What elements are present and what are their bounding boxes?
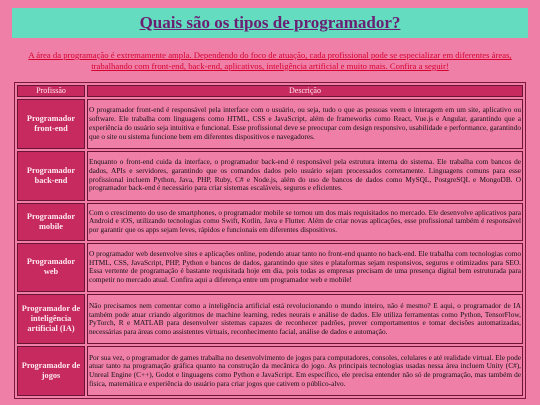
table-row (17, 294, 523, 344)
title-banner (12, 8, 528, 38)
table-row (17, 99, 523, 149)
description-cell: Por sua vez, o programador de games trabalha no desenvolvimento de jogos para computadores, consoles, celulares e até realidade virtual. Ele pode atuar tanto na programação gráfica quanto na construção da mecânica do jogo. As principais tecnologias usadas nessa área incluem Unity (C#), Unreal Engine (C++), Godot e linguagens como Python e JavaScript. Em específico, ele precisa entender não só de programação, mas também de física, matemática e experiência do usuário para criar jogos que cativem o público-alvo. (87, 346, 523, 396)
intro-link[interactable]: A área da programação é extremamente ampla. Dependendo do foco de atuação, cada profissional pode se especializar em diferentes áreas, trabalhando com front-end, back-end, aplicativos, inteligência artificial e muito mais. Confira a seguir! (28, 50, 512, 71)
table-header-row (17, 85, 523, 97)
table-row (17, 203, 523, 241)
header-profession: Profissão (17, 85, 85, 97)
description-cell: O programador front-end é responsável pela interface com o usuário, ou seja, tudo o que as pessoas veem e interagem em um site, aplicativo ou software. Ele trabalha com linguagens como HTML, CSS e JavaScript, além de frameworks como React, Vue.js e Angular, garantindo que a experiência do usuário seja intuitiva e funcional. Esse profissional deve se preocupar com design responsivo, usabilidade e performance, garantindo que o site ou sistema funcione bem em diferentes dispositivos e navegadores. (87, 99, 523, 149)
description-cell: Enquanto o front-end cuida da interface, o programador back-end é responsável pela estrutura interna do sistema. Ele trabalha com bancos de dados, APIs e servidores, garantindo que os comandos dados pelo usuário sejam processados corretamente. Linguagens comuns para esse profissional incluem Python, Java, PHP, Ruby, C# e Node.js, além do uso de bancos de dados como MySQL, PostgreSQL e MongoDB. O programador back-end é necessário para criar sistemas escaláveis, seguros e eficientes. (87, 151, 523, 201)
description-cell: Não precisamos nem comentar como a inteligência artificial está revolucionando o mundo inteiro, não é mesmo? E aqui, o programador de IA também pode atuar criando algoritmos de machine learning, redes neurais e análise de dados. Ele utiliza ferramentas como Python, TensorFlow, PyTorch, R e MATLAB para desenvolver sistemas capazes de reconhecer padrões, prever comportamentos e tomar decisões automatizadas, necessárias para áreas como assistentes virtuais, reconhecimento facial, análise de dados e automação. (87, 294, 523, 344)
profession-cell: Programador mobile (17, 203, 85, 241)
page-title[interactable]: Quais são os tipos de programador? (139, 13, 401, 32)
description-cell: O programador web desenvolve sites e aplicações online, podendo atuar tanto no front-end quanto no back-end. Ele trabalha com tecnologias como HTML, CSS, JavaScript, PHP, Python e bancos de dados, garantindo que sites e plataformas sejam responsivos, seguros e otimizados para SEO. Essa vertente de programação é bastante requisitada hoje em dia, pois todas as empresas precisam de uma presença digital bem estruturada para competir no mercado atual. Confira aqui a diferença entre um programador web e mobile! (87, 243, 523, 293)
profession-cell: Programador front-end (17, 99, 85, 149)
profession-cell: Programador web (17, 243, 85, 293)
profession-cell: Programador de jogos (17, 346, 85, 396)
profession-cell: Programador de inteligência artificial (IA) (17, 294, 85, 344)
table-row (17, 346, 523, 396)
table-row (17, 243, 523, 293)
header-description: Descrição (87, 85, 523, 97)
description-cell: Com o crescimento do uso de smartphones, o programador mobile se tornou um dos mais requisitados no mercado. Ele desenvolve aplicativos para Android e iOS, utilizando tecnologias como Swift, Kotlin, Java e Flutter. Além de criar novas aplicações, esse profissional também é responsável por garantir que os apps sejam leves, rápidos e funcionais em diferentes dispositivos. (87, 203, 523, 241)
professions-table (14, 82, 526, 399)
table-row (17, 151, 523, 201)
profession-cell: Programador back-end (17, 151, 85, 201)
